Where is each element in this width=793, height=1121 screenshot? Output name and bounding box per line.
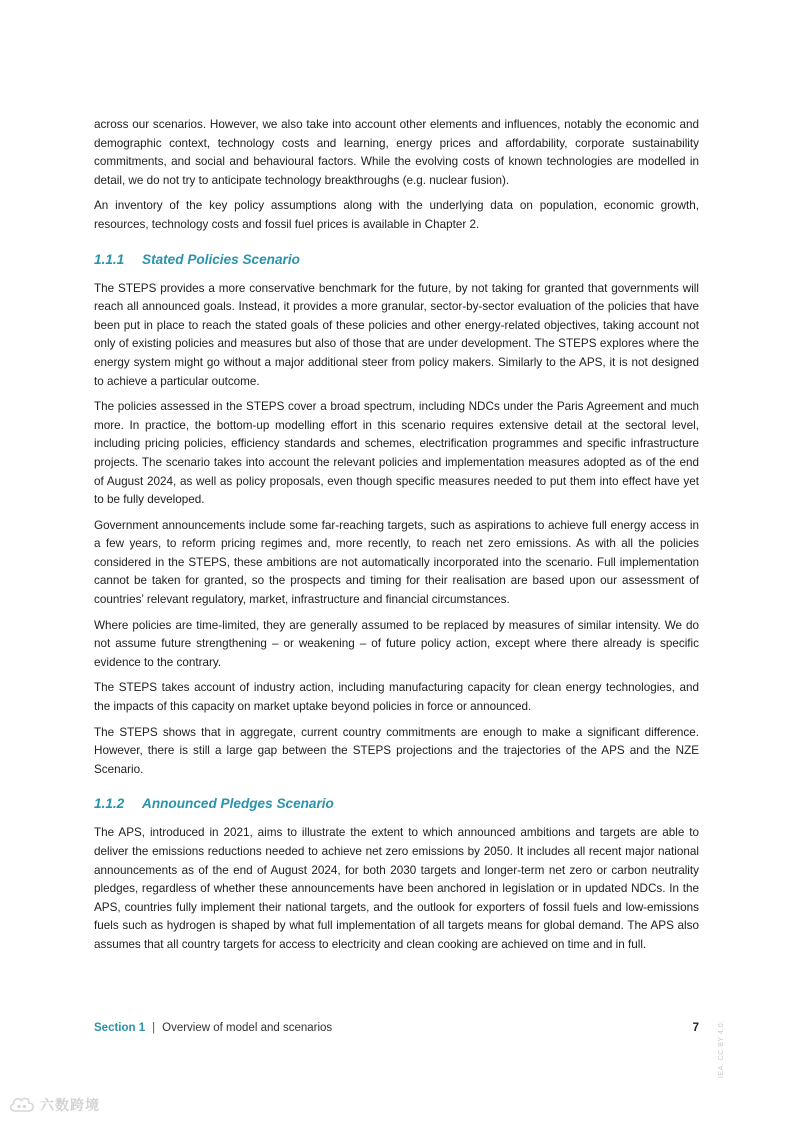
license-notice: IEA. CC BY 4.0. [718, 1020, 725, 1078]
section-number: 1.1.1 [94, 251, 125, 267]
section-heading-announced-pledges [94, 795, 699, 813]
section-title: Stated Policies Scenario [142, 251, 300, 267]
body-paragraph: The policies assessed in the STEPS cover a broad spectrum, including NDCs under the Paris Agreement and much more. In practice, the bottom-up modelling effort in this scenario requires extensive detail at the sectoral level, including pricing policies, efficiency standards and schemes, electrification programmes and specific infrastructure projects. The scenario takes into account the relevant policies and implementation measures adopted as of the end of August 2024, as well as policy proposals, even though specific measures needed to put them into effect have yet to be fully developed. [94, 400, 699, 507]
body-paragraph: Where policies are time-limited, they are generally assumed to be replaced by measures of similar intensity. We do not assume future strengthening – or weakening – of future policy action, except where there already is specific evidence to the contrary. [94, 618, 699, 669]
watermark-text: 六数跨境 [40, 1098, 100, 1114]
cloud-logo-icon [8, 1095, 36, 1115]
body-paragraph: The APS, introduced in 2021, aims to illustrate the extent to which announced ambitions and targets are able to deliver the emissions reductions needed to achieve net zero emissions by 2050. It includes all recent major national announcements as of the end of August 2024, for both 2030 targets and longer-term net zero or carbon neutrality pledges, regardless of whether these announcements have been anchored in legislation or in updated NDCs. In the APS, countries fully implement their national targets, and the outlook for exporters of fossil fuels and low-emissions fuels such as hydrogen is shaped by what full implementation of all targets means for global demand. The APS also assumes that all country targets for access to electricity and clean cooking are achieved on time and in full. [94, 826, 699, 951]
footer-separator: | [152, 1022, 156, 1034]
body-paragraph: The STEPS provides a more conservative benchmark for the future, by not taking for granted that governments will reach all announced goals. Instead, it provides a more granular, sector-by-sector evaluation of the policies that have been put in place to reach the stated goals of these policies and other energy-related objectives, taking account not only of existing policies and measures but also of those that are under development. The STEPS explores where the energy system might go without a major additional steer from policy makers. Similarly to the APS, it is not designed to achieve a particular outcome. [94, 281, 699, 388]
body-paragraph: The STEPS takes account of industry action, including manufacturing capacity for clean energy technologies, and the impacts of this capacity on market uptake beyond policies in force or announced. [94, 681, 699, 714]
section-title: Announced Pledges Scenario [142, 796, 334, 812]
document-body [94, 116, 699, 962]
section-heading-stated-policies [94, 251, 699, 269]
footer-section-title: Overview of model and scenarios [162, 1022, 333, 1034]
section-number: 1.1.2 [94, 796, 125, 812]
watermark [8, 1094, 100, 1116]
page-footer [94, 1019, 699, 1037]
footer-section-label: Section 1 [94, 1022, 146, 1034]
body-paragraph: across our scenarios. However, we also take into account other elements and influences, notably the economic and demographic context, technology costs and learning, energy prices and affordability, corporate sustainability commitments, and social and behavioural factors. While the evolving costs of known technologies are modelled in detail, we do not try to anticipate technology breakthroughs (e.g. nuclear fusion). [94, 118, 699, 187]
body-paragraph: An inventory of the key policy assumptions along with the underlying data on population, economic growth, resources, technology costs and fossil fuel prices is available in Chapter 2. [94, 199, 699, 231]
body-paragraph: Government announcements include some far-reaching targets, such as aspirations to achieve full energy access in a few years, to reform pricing regimes and, more recently, to reach net zero emissions. As with all the policies considered in the STEPS, these ambitions are not automatically incorporated into the scenario. Full implementation cannot be taken for granted, so the prospects and timing for their realisation are based upon our assessment of countries’ relevant regulatory, market, infrastructure and financial circumstances. [94, 518, 699, 607]
body-paragraph: The STEPS shows that in aggregate, current country commitments are enough to make a significant difference. However, there is still a large gap between the STEPS projections and the trajectories of the APS and the NZE Scenario. [94, 725, 699, 776]
page-number: 7 [692, 1022, 699, 1034]
